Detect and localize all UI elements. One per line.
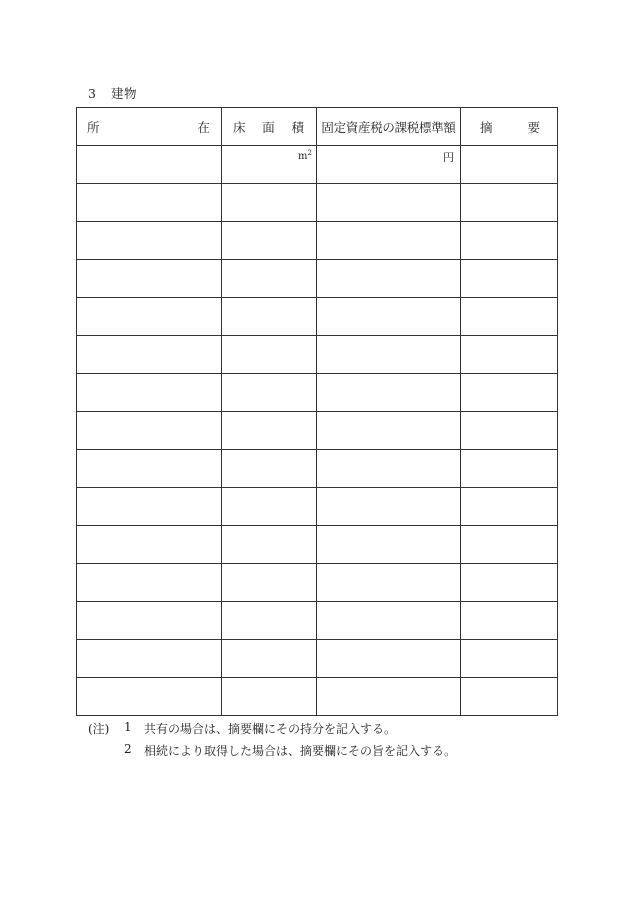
header-tax-value — [317, 108, 461, 146]
tax-value-unit: 円 — [443, 151, 454, 164]
table-row — [77, 640, 558, 678]
floor-area-unit-sup: 2 — [307, 149, 312, 157]
header-location-char-1: 所 — [87, 119, 100, 135]
tax-value-cell[interactable] — [317, 298, 461, 336]
table-row — [77, 450, 558, 488]
floor-area-cell[interactable] — [222, 412, 317, 450]
location-cell[interactable] — [77, 450, 222, 488]
header-notes-char-1: 摘 — [480, 119, 493, 135]
notes-cell[interactable] — [461, 260, 558, 298]
tax-value-cell[interactable] — [317, 374, 461, 412]
tax-value-cell[interactable] — [317, 336, 461, 374]
tax-value-cell[interactable] — [317, 222, 461, 260]
table-row — [77, 526, 558, 564]
location-cell[interactable] — [77, 564, 222, 602]
floor-area-cell[interactable] — [222, 146, 317, 184]
notes-cell[interactable] — [461, 184, 558, 222]
floor-area-unit — [298, 146, 316, 162]
table-row — [77, 146, 558, 184]
footnote-prefix: (注) — [88, 722, 110, 736]
notes-cell[interactable] — [461, 450, 558, 488]
footnote-indent — [88, 742, 124, 764]
header-location-char-2: 在 — [197, 119, 210, 135]
location-cell[interactable] — [77, 184, 222, 222]
header-row — [77, 108, 558, 146]
tax-value-cell[interactable] — [317, 146, 461, 184]
notes-cell[interactable] — [461, 298, 558, 336]
notes-cell[interactable] — [461, 640, 558, 678]
tax-value-cell[interactable] — [317, 564, 461, 602]
location-cell[interactable] — [77, 602, 222, 640]
section-title — [88, 84, 137, 102]
tax-value-cell[interactable] — [317, 678, 461, 716]
location-cell[interactable] — [77, 526, 222, 564]
section-number: 3 — [88, 86, 97, 101]
table-row — [77, 564, 558, 602]
table-row — [77, 412, 558, 450]
floor-area-cell[interactable] — [222, 488, 317, 526]
floor-area-cell[interactable] — [222, 526, 317, 564]
notes-cell[interactable] — [461, 678, 558, 716]
table-row — [77, 298, 558, 336]
location-cell[interactable] — [77, 412, 222, 450]
tax-value-cell[interactable] — [317, 640, 461, 678]
table-row — [77, 260, 558, 298]
floor-area-cell[interactable] — [222, 678, 317, 716]
notes-cell[interactable] — [461, 146, 558, 184]
floor-area-cell[interactable] — [222, 564, 317, 602]
header-floor-area-char-3: 積 — [291, 119, 304, 135]
location-cell[interactable] — [77, 260, 222, 298]
notes-cell[interactable] — [461, 602, 558, 640]
building-table — [76, 107, 558, 716]
header-notes-char-2: 要 — [527, 119, 540, 135]
table-row — [77, 222, 558, 260]
tax-value-cell[interactable] — [317, 526, 461, 564]
location-cell[interactable] — [77, 222, 222, 260]
footnote-2 — [88, 742, 456, 764]
tax-value-cell[interactable] — [317, 450, 461, 488]
footnotes — [88, 720, 456, 764]
location-cell[interactable] — [77, 488, 222, 526]
notes-cell[interactable] — [461, 488, 558, 526]
table-row — [77, 184, 558, 222]
floor-area-cell[interactable] — [222, 374, 317, 412]
location-cell[interactable] — [77, 374, 222, 412]
location-cell[interactable] — [77, 146, 222, 184]
floor-area-cell[interactable] — [222, 602, 317, 640]
section-title-text: 建物 — [110, 86, 137, 101]
location-cell[interactable] — [77, 640, 222, 678]
table-row — [77, 602, 558, 640]
floor-area-cell[interactable] — [222, 336, 317, 374]
floor-area-cell[interactable] — [222, 184, 317, 222]
floor-area-cell[interactable] — [222, 298, 317, 336]
location-cell[interactable] — [77, 678, 222, 716]
location-cell[interactable] — [77, 298, 222, 336]
table-row — [77, 336, 558, 374]
notes-cell[interactable] — [461, 526, 558, 564]
tax-value-cell[interactable] — [317, 488, 461, 526]
footnote-number: 1 — [124, 720, 132, 734]
floor-area-cell[interactable] — [222, 260, 317, 298]
tax-value-cell[interactable] — [317, 260, 461, 298]
location-cell[interactable] — [77, 336, 222, 374]
floor-area-cell[interactable] — [222, 222, 317, 260]
footnote-1 — [88, 720, 456, 742]
notes-cell[interactable] — [461, 374, 558, 412]
header-floor-area — [222, 108, 317, 146]
notes-cell[interactable] — [461, 412, 558, 450]
footnote-text: 共有の場合は、摘要欄にその持分を記入する。 — [144, 722, 397, 736]
tax-value-cell[interactable] — [317, 412, 461, 450]
floor-area-cell[interactable] — [222, 640, 317, 678]
notes-cell[interactable] — [461, 222, 558, 260]
tax-value-cell[interactable] — [317, 602, 461, 640]
floor-area-cell[interactable] — [222, 450, 317, 488]
header-location — [77, 108, 222, 146]
table-row — [77, 488, 558, 526]
footnote-number: 2 — [124, 742, 132, 756]
table-body — [77, 146, 558, 716]
notes-cell[interactable] — [461, 564, 558, 602]
table-row — [77, 678, 558, 716]
header-floor-area-char-1: 床 — [233, 119, 246, 135]
notes-cell[interactable] — [461, 336, 558, 374]
floor-area-unit-text: m — [298, 151, 308, 162]
table-row — [77, 374, 558, 412]
footnote-text: 相続により取得した場合は、摘要欄にその旨を記入する。 — [144, 744, 457, 758]
header-notes — [461, 108, 558, 146]
header-floor-area-char-2: 面 — [262, 119, 275, 135]
header-tax-value-text: 固定資産税の課税標準額 — [321, 119, 456, 135]
tax-value-cell[interactable] — [317, 184, 461, 222]
